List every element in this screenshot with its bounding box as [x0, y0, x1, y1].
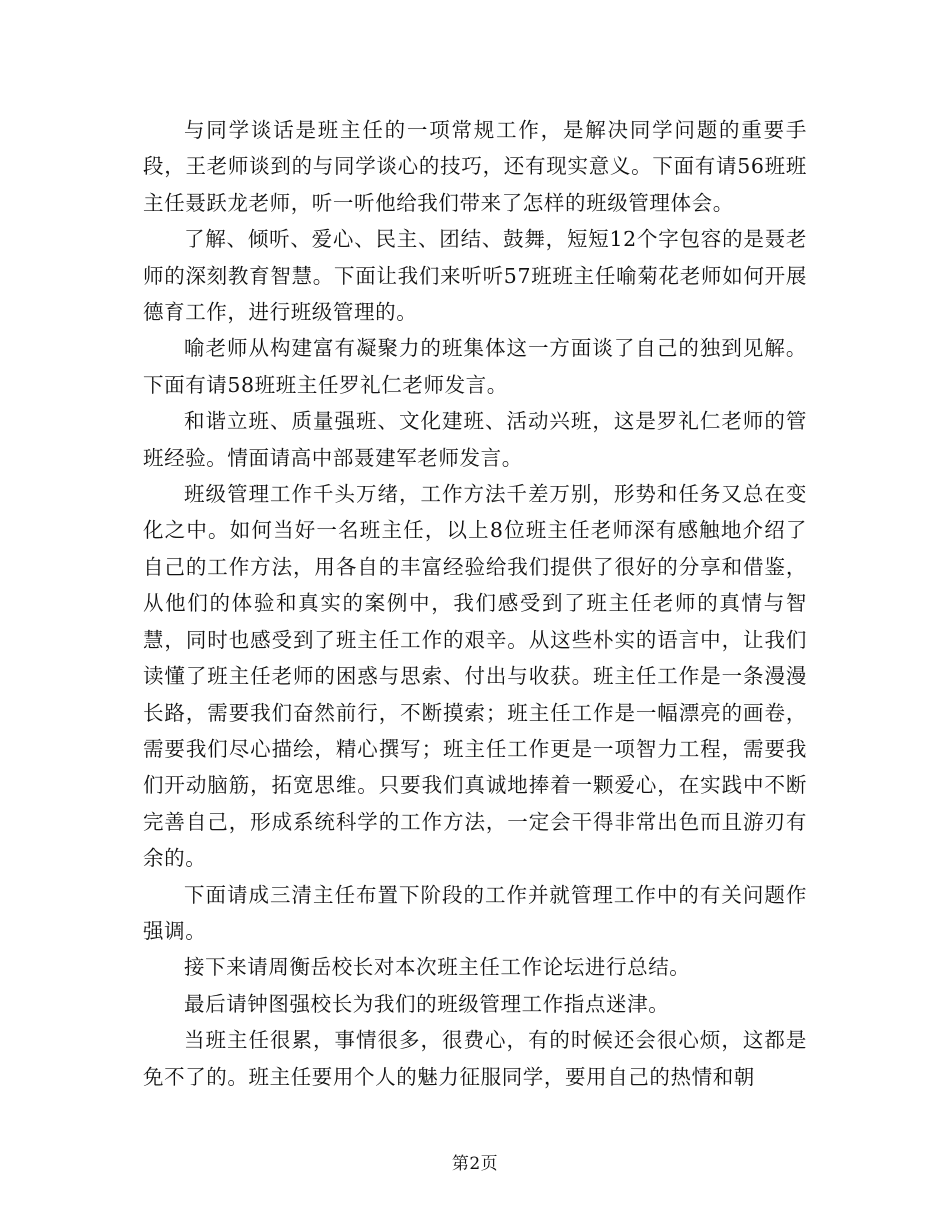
- paragraph-7: 接下来请周衡岳校长对本次班主任工作论坛进行总结。: [184, 955, 691, 980]
- paragraph-3: 喻老师从构建富有凝聚力的班集体这一方面谈了自己的独到见解。下面有请58班班主任罗礼仁老师发言。: [143, 336, 807, 397]
- paragraph-8: 最后请钟图强校长为我们的班级管理工作指点迷津。: [184, 991, 670, 1016]
- paragraph-4: 和谐立班、质量强班、文化建班、活动兴班，这是罗礼仁老师的管班经验。情面请高中部聂建军老师发言。: [143, 409, 807, 470]
- document-body: [143, 112, 807, 1095]
- paragraph-6: 下面请成三清主任布置下阶段的工作并就管理工作中的有关问题作强调。: [143, 882, 807, 943]
- paragraph-5: 班级管理工作千头万绪，工作方法千差万别，形势和任务又总在变化之中。如何当好一名班主任，以上8位班主任老师深有感触地介绍了自己的工作方法，用各自的丰富经验给我们提供了很好的分享和借鉴，从他们的体验和真实的案例中，我们感受到了班主任老师的真情与智慧，同时也感受到了班主任工作的艰辛。从这些朴实的语言中，让我们读懂了班主任老师的困惑与思索、付出与收获。班主任工作是一条漫漫长路，需要我们奋然前行，不断摸索；班主任工作是一幅漂亮的画卷，需要我们尽心描绘，精心撰写；班主任工作更是一项智力工程，需要我们开动脑筋，拓宽思维。只要我们真诚地捧着一颗爱心，在实践中不断完善自己，形成系统科学的工作方法，一定会干得非常出色而且游刃有余的。: [143, 482, 807, 871]
- paragraph-1: 与同学谈话是班主任的一项常规工作，是解决同学问题的重要手段，王老师谈到的与同学谈心的技巧，还有现实意义。下面有请56班班主任聂跃龙老师，听一听他给我们带来了怎样的班级管理体会。: [143, 118, 807, 215]
- paragraph-9: 当班主任很累，事情很多，很费心，有的时候还会很心烦，这都是免不了的。班主任要用个人的魅力征服同学，要用自己的热情和朝: [143, 1028, 807, 1089]
- paragraph-2: 了解、倾听、爱心、民主、团结、鼓舞，短短12个字包容的是聂老师的深刻教育智慧。下面让我们来听听57班班主任喻菊花老师如何开展德育工作，进行班级管理的。: [143, 227, 807, 325]
- page-number: 第2页: [451, 1154, 499, 1174]
